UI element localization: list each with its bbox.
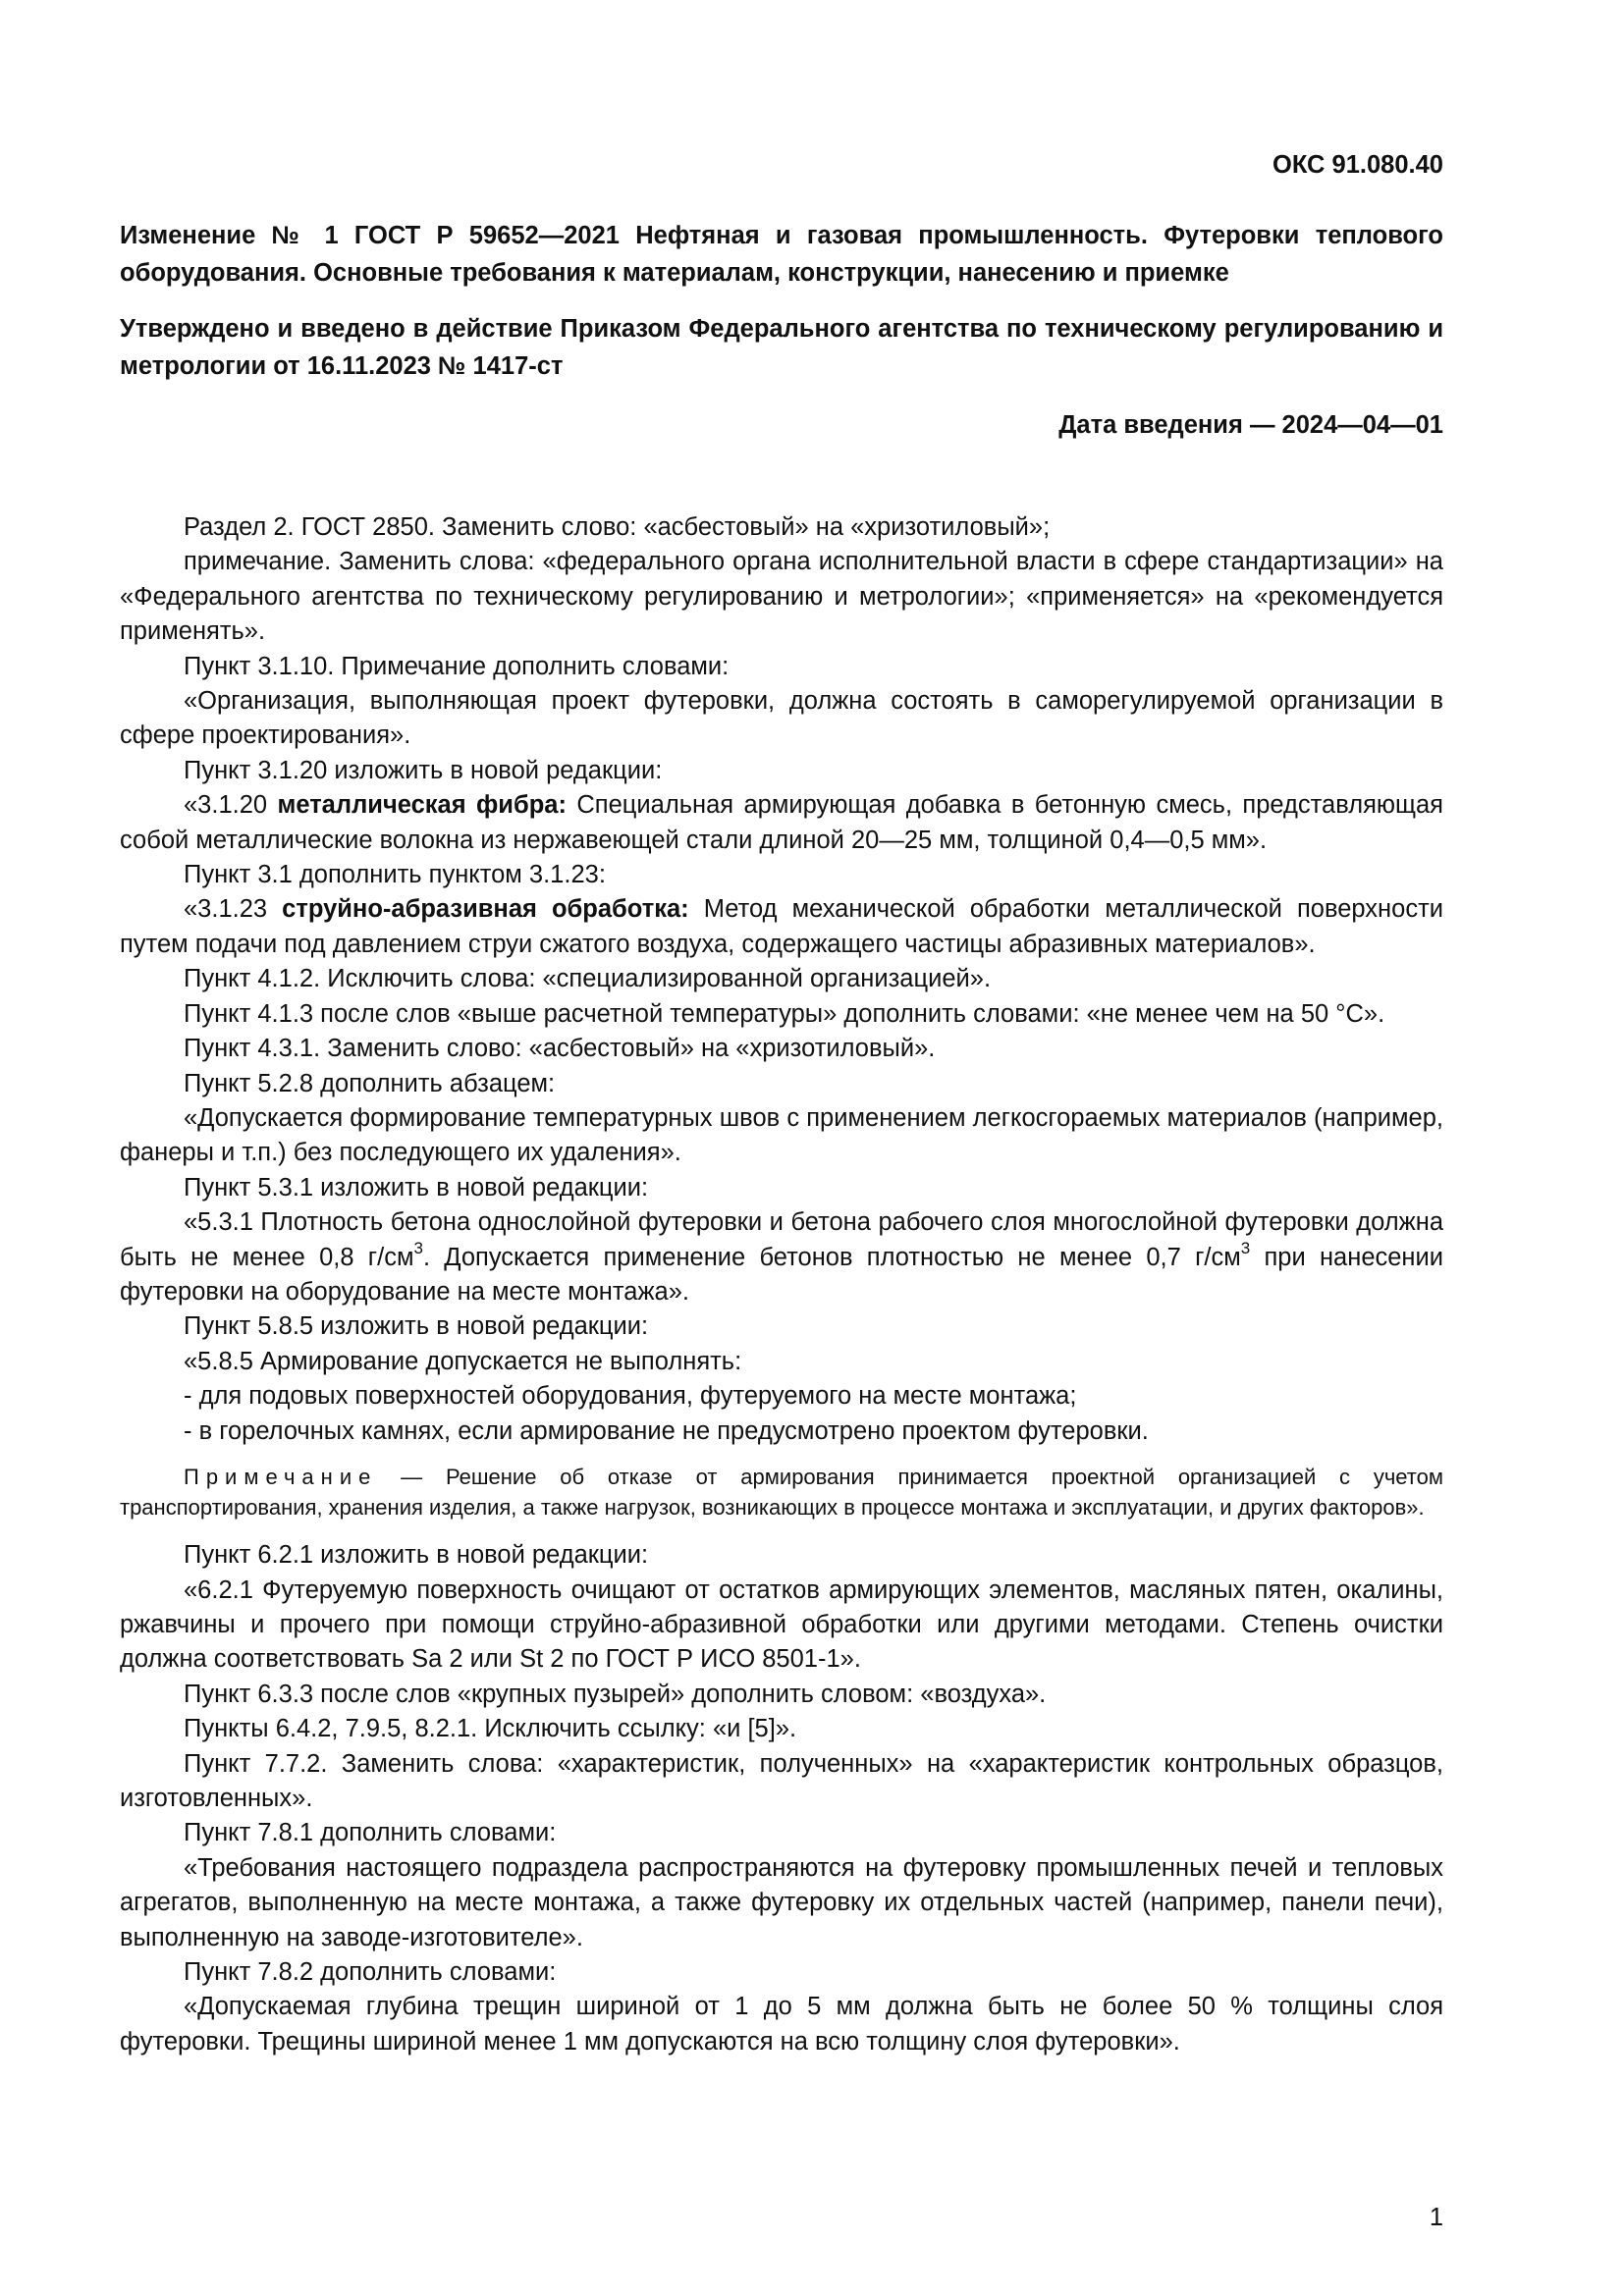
paragraph: Пункт 7.7.2. Заменить слова: «характеристик, полученных» на «характеристик контрольных образцов, изготовленных».	[120, 1749, 1443, 1812]
document-page	[120, 147, 1443, 2059]
paragraph: Пункты 6.4.2, 7.9.5, 8.2.1. Исключить ссылку: «и [5]».	[184, 1715, 797, 1743]
definition-text: Специальная армирующая добавка в бетонную смесь, представляющая собой металлические волокна из нержавеющей стали длиной 20—25 мм, толщиной 0,4—0,5 мм».	[120, 791, 1443, 854]
paragraph: Пункт 5.8.5 изложить в новой редакции:	[184, 1312, 649, 1341]
paragraph: Пункт 6.3.3 после слов «крупных пузырей» дополнить словом: «воздуха».	[184, 1680, 1047, 1708]
paragraph: Пункт 3.1.20 изложить в новой редакции:	[184, 756, 663, 784]
definition-paragraph	[120, 892, 1443, 962]
clause-number: «3.1.20	[184, 791, 278, 820]
paragraph: Пункт 7.8.1 дополнить словами:	[184, 1819, 557, 1847]
definition-text: Метод механической обработки металлической поверхности путем подачи под давлением струи сжатого воздуха, содержащего частицы абразивных материалов».	[120, 895, 1443, 958]
defined-term: металлическая фибра:	[277, 791, 567, 820]
paragraph: «Организация, выполняющая проект футеровки, должна состоять в саморегулируемой организации в сфере проектирования».	[120, 687, 1443, 750]
defined-term: струйно-абразивная обработка:	[282, 895, 689, 924]
paragraph: Пункт 5.3.1 изложить в новой редакции:	[184, 1173, 649, 1201]
paragraph: Раздел 2. ГОСТ 2850. Заменить слово: «асбестовый» на «хризотиловый»;	[184, 513, 1051, 541]
paragraph: Пункт 3.1 дополнить пунктом 3.1.23:	[184, 861, 606, 889]
text-segment: при нанесении футеровки на оборудование на месте монтажа».	[120, 1243, 1444, 1306]
paragraph: примечание. Заменить слова: «федерального органа исполнительной власти в сфере стандартизации» на «Федерального агентства по техническому регулированию и метрологии»; «применяется» на «рекомендуется применять».	[120, 548, 1443, 646]
paragraph: Пункт 4.1.3 после слов «выше расчетной температуры» дополнить словами: «не менее чем на 50 °С».	[184, 999, 1385, 1028]
list-item: - в горелочных камнях, если армирование не предусмотрено проектом футеровки.	[184, 1416, 1149, 1445]
superscript: 3	[413, 1239, 423, 1258]
oks-code: ОКС 91.080.40	[1272, 151, 1443, 179]
paragraph: Пункт 4.1.2. Исключить слова: «специализированной организацией».	[184, 965, 992, 993]
paragraph: Пункт 3.1.10. Примечание дополнить словами:	[184, 652, 730, 680]
text-segment: «5.3.1 Плотность бетона однослойной футеровки и бетона рабочего слоя многослойной футеровки должна быть не менее 0,8 г/см	[120, 1208, 1443, 1271]
note-text: — Решение об отказе от армирования принимается проектной организацией с учетом транспортирования, хранения изделия, а также нагрузок, возникающих в процессе монтажа и эксплуатации, и других факторов».	[120, 1464, 1443, 1520]
definition-paragraph	[120, 788, 1443, 858]
clause-number: «3.1.23	[184, 895, 283, 924]
list-item: - для подовых поверхностей оборудования, футеруемого на месте монтажа;	[184, 1382, 1077, 1411]
paragraph: Пункт 5.2.8 дополнить абзацем:	[184, 1069, 556, 1097]
page-number: 1	[1429, 2204, 1443, 2231]
paragraph: «Допускается формирование температурных швов с применением легкосгораемых материалов (например, фанеры и т.п.) без последующего их удаления».	[120, 1103, 1443, 1167]
paragraph: «6.2.1 Футеруемую поверхность очищают от остатков армирующих элементов, масляных пятен, окалины, ржавчины и прочего при помощи струйно-абразивной обработки или другими методами. Степень очистки должна соответствовать Sa 2 или St 2 по ГОСТ Р ИСО 8501-1».	[120, 1575, 1443, 1674]
paragraph: «5.8.5 Армирование допускается не выполнять:	[184, 1347, 742, 1375]
paragraph: «Требования настоящего подраздела распространяются на футеровку промышленных печей и тепловых агрегатов, выполненную на месте монтажа, а также футеровку их отдельных частей (например, панели печи), выполненную на заводе-изготовителе».	[120, 1853, 1443, 1951]
paragraph: Пункт 4.3.1. Заменить слово: «асбестовый» на «хризотиловый».	[184, 1035, 936, 1063]
effective-date: Дата введения — 2024—04—01	[1058, 411, 1443, 439]
density-paragraph	[120, 1205, 1443, 1309]
document-body	[120, 510, 1443, 2059]
paragraph: Пункт 6.2.1 изложить в новой редакции:	[184, 1541, 649, 1570]
superscript: 3	[1240, 1239, 1251, 1258]
approval-statement: Утверждено и введено в действие Приказом Федерального агентства по техническому регулированию и метрологии от 16.11.2023 № 1417-ст	[120, 315, 1443, 380]
note-label: Примечание	[184, 1464, 378, 1489]
paragraph: «Допускаемая глубина трещин шириной от 1 до 5 мм должна быть не более 50 % толщины слоя футеровки. Трещины шириной менее 1 мм допускаются на всю толщину слоя футеровки».	[120, 1993, 1443, 2056]
paragraph: Пункт 7.8.2 дополнить словами:	[184, 1958, 557, 1987]
text-segment: . Допускается применение бетонов плотностью не менее 0,7 г/см	[422, 1243, 1241, 1271]
document-title: Изменение № 1 ГОСТ Р 59652—2021 Нефтяная и газовая промышленность. Футеровки теплового оборудования. Основные требования к материалам, конструкции, нанесению и приемке	[120, 222, 1443, 287]
note	[120, 1463, 1443, 1522]
